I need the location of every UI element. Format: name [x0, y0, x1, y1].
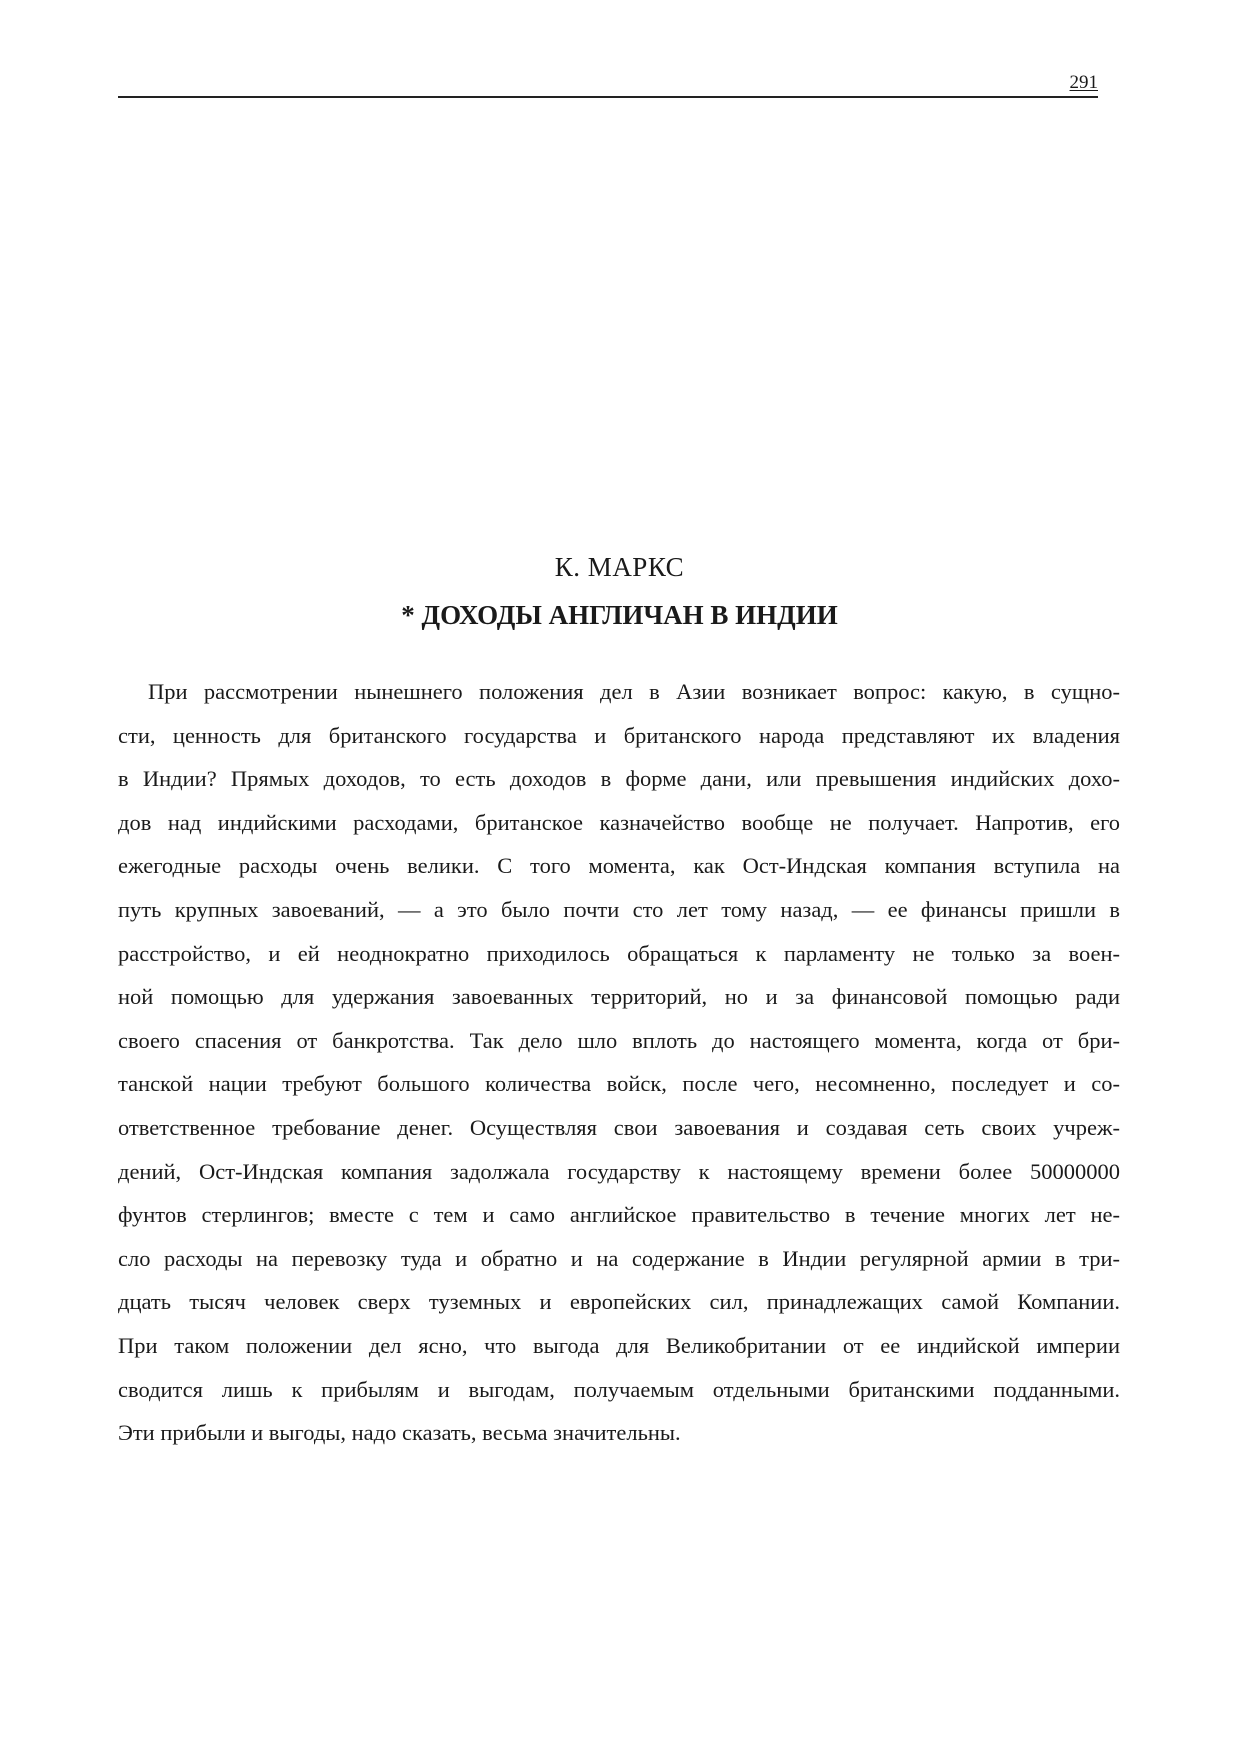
text-line: Эти прибыли и выгоды, надо сказать, весьма значительны.	[118, 1420, 681, 1446]
text-line: ежегодные расходы очень велики. С того момента, как Ост-Индская компания вступила на	[118, 853, 1120, 879]
author-name: К. МАРКС	[554, 552, 685, 582]
text-line: танской нации требуют большого количества войск, после чего, несомненно, последует и со-	[118, 1071, 1120, 1097]
text-line: сводится лишь к прибылям и выгодам, получаемым отдельными британскими подданными.	[118, 1376, 1120, 1402]
text-line: фунтов стерлингов; вместе с тем и само английское правительство в течение многих лет не-	[118, 1202, 1120, 1228]
text-line: ной помощью для удержания завоеванных территорий, но и за финансовой помощью ради	[118, 984, 1120, 1010]
text-line: сло расходы на перевозку туда и обратно и на содержание в Индии регулярной армии в три-	[118, 1245, 1120, 1271]
page-header	[118, 72, 1098, 98]
page-number: 291	[1069, 72, 1098, 93]
text-line: своего спасения от банкротства. Так дело шло вплоть до настоящего момента, когда от бри-	[118, 1027, 1120, 1053]
text-line: расстройство, и ей неоднократно приходилось обращаться к парламенту не только за воен-	[118, 940, 1120, 966]
text-line: путь крупных завоеваний, — а это было почти сто лет тому назад, — ее финансы пришли в	[118, 896, 1120, 922]
text-line: ответственное требование денег. Осуществляя свои завоевания и создавая сеть своих учреж-	[118, 1114, 1120, 1140]
text-line: сти, ценность для британского государства и британского народа представляют их владения	[118, 722, 1120, 748]
text-line: в Индии? Прямых доходов, то есть доходов в форме дани, или превышения индийских дохо-	[118, 766, 1120, 792]
text-line: дений, Ост-Индская компания задолжала государству к настоящему времени более 50000000	[118, 1158, 1120, 1184]
article-title: * ДОХОДЫ АНГЛИЧАН В ИНДИИ	[401, 600, 838, 630]
text-line: дов над индийскими расходами, британское казначейство вообще не получает. Напротив, его	[118, 809, 1120, 835]
text-line: При таком положении дел ясно, что выгода для Великобритании от ее индийской империи	[118, 1332, 1120, 1358]
text-line: При рассмотрении нынешнего положения дел в Азии возникает вопрос: какую, в сущно-	[148, 679, 1120, 704]
text-line: дцать тысяч человек сверх туземных и европейских сил, принадлежащих самой Компании.	[118, 1289, 1120, 1315]
article-body	[118, 670, 1120, 1455]
